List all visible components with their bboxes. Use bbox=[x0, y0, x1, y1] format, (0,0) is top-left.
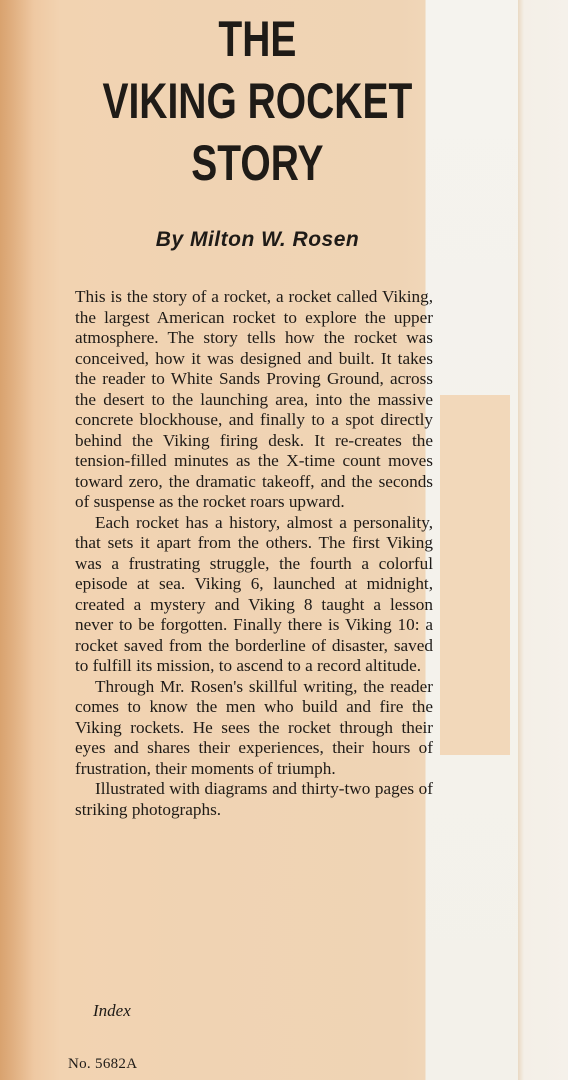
title-line-1: THE bbox=[218, 11, 297, 67]
paragraph-3: Through Mr. Rosen's skillful writing, the reader comes to know the men who build and fire the Viking rockets. He sees the rocket through their eyes and shares their experiences, their hours of frustration, their moments of triumph. bbox=[75, 676, 433, 778]
title-line-3: STORY bbox=[191, 135, 324, 191]
paragraph-1: This is the story of a rocket, a rocket called Viking, the largest American rocket to explore the upper atmosphere. The story tells how the rocket was conceived, how it was designed and built. It takes the reader to White Sands Proving Ground, across the desert to the launching area, into the massive concrete blockhouse, and finally to a spot directly behind the Viking firing desk. It re-creates the tension-filled minutes as the X-time count moves toward zero, the dramatic takeoff, and the seconds of suspense as the rocket roars upward. bbox=[75, 287, 433, 511]
tape-discoloration bbox=[440, 395, 510, 755]
paragraph-2: Each rocket has a history, almost a personality, that sets it apart from the others. The first Viking was a frustrating struggle, the fourth a colorful episode at sea. Viking 6, launched at midnight, created a mystery and Viking 8 taught a lesson never to be forgotten. Finally there is Viking 10: a rocket saved from the borderline of disaster, saved to fulfill its mission, to ascend to a record altitude. bbox=[75, 512, 433, 675]
spine-shadow bbox=[0, 0, 34, 1080]
catalog-number: No. 5682A bbox=[68, 1056, 138, 1072]
author-byline: By Milton W. Rosen bbox=[155, 228, 360, 251]
index-label: Index bbox=[93, 1001, 131, 1020]
page-edge bbox=[518, 0, 568, 1080]
book-title bbox=[57, 8, 459, 194]
blurb-text bbox=[75, 287, 433, 820]
paragraph-4: Illustrated with diagrams and thirty-two pages of striking photographs. bbox=[75, 779, 433, 819]
title-line-2: VIKING ROCKET bbox=[102, 73, 413, 129]
